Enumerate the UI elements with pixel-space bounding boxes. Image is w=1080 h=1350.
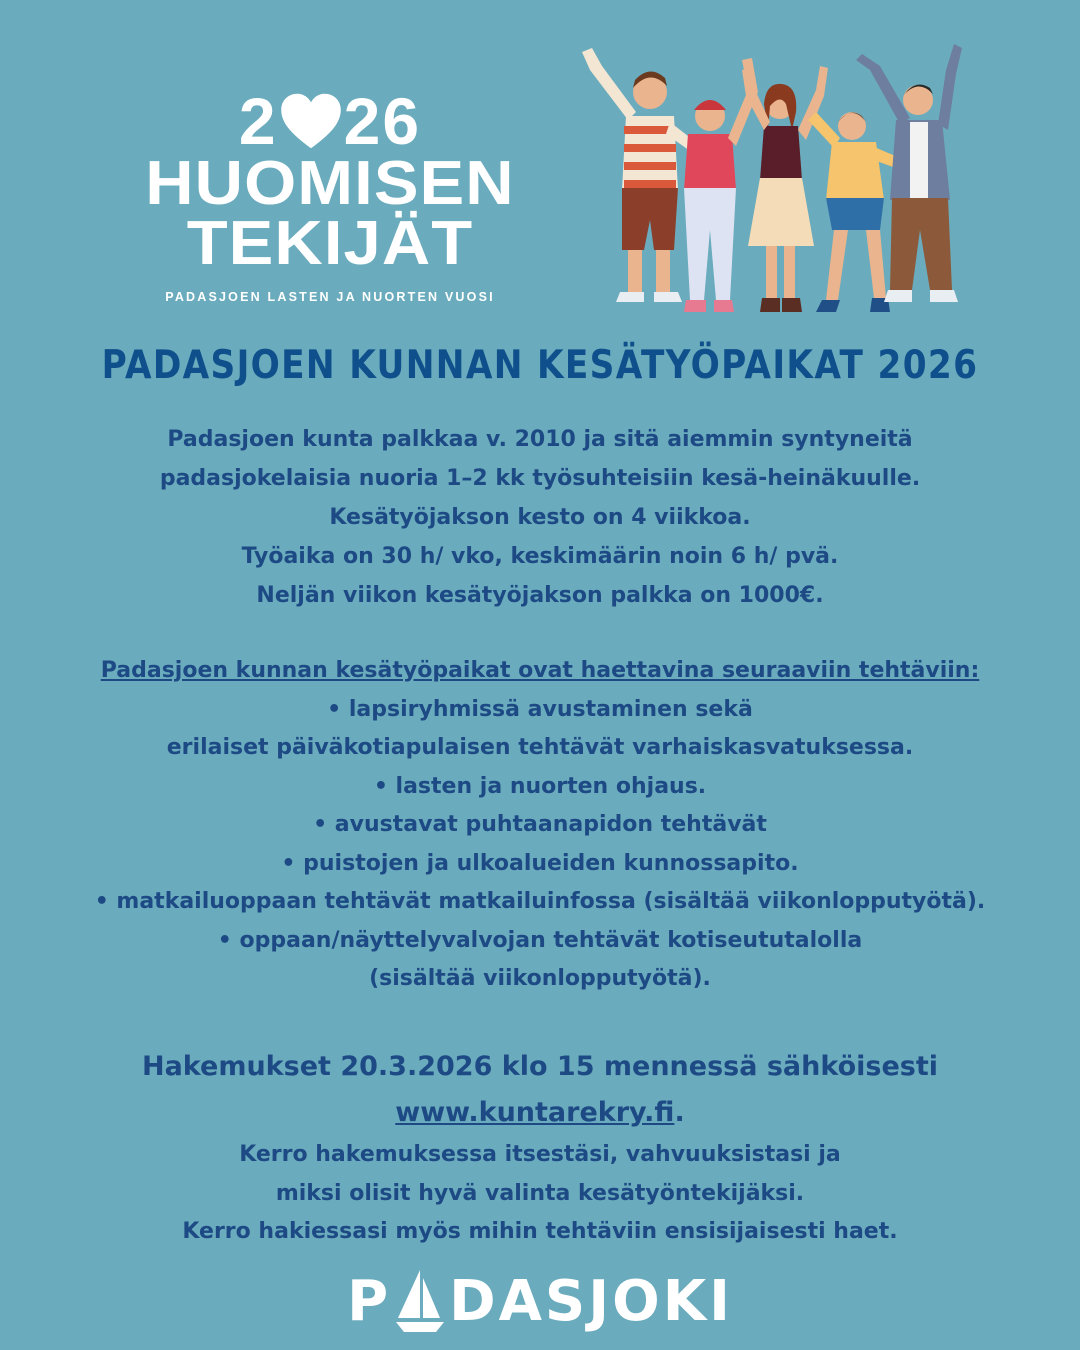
logo-year-right: 26 [343,84,422,158]
logo-line-2: TEKIJÄT [186,209,474,278]
task-line: • puistojen ja ulkoalueiden kunnossapito. [281,850,799,876]
sailboat-icon [394,1268,446,1334]
intro-line: Padasjoen kunta palkkaa v. 2010 ja sitä aiemmin syntyneitä [167,427,913,452]
page-title: PADASJOEN KUNNAN KESÄTYÖPAIKAT 2026 [101,343,979,388]
task-line: • lapsiryhmissä avustaminen sekä [327,696,753,722]
brand-letter-p: P [347,1268,392,1334]
logo-tagline: PADASJOEN LASTEN JA NUORTEN VUOSI [165,290,495,304]
person-yellow-top [808,112,900,312]
tasks-heading: Padasjoen kunnan kesätyöpaikat ovat haettavina seuraaviin tehtäviin: [100,658,980,683]
tasks-section [0,652,1080,999]
kuntarekry-link[interactable]: www.kuntarekry.fi [395,1097,675,1128]
padasjoki-logo [0,1268,1080,1334]
event-logo [130,84,530,304]
application-note: Kerro hakemuksessa itsestäsi, vahvuuksistasi ja [239,1142,841,1167]
task-line: • lasten ja nuorten ohjaus. [373,773,707,799]
application-note: miksi olisit hyvä valinta kesätyöntekijäksi. [275,1180,805,1206]
task-line: • matkailuoppaan tehtävät matkailuinfossa (sisältää viikonlopputyötä). [94,889,986,914]
intro-line: padasjokelaisia nuoria 1–2 kk työsuhteisiin kesä-heinäkuulle. [159,466,921,491]
task-line: erilaiset päiväkotiapulaisen tehtävät varhaiskasvatuksessa. [166,735,914,760]
task-line: • oppaan/näyttelyvalvojan tehtävät kotiseututalolla [217,927,863,953]
person-cream-skirt [742,66,828,312]
task-line: • avustavat puhtaanapidon tehtävät [313,812,767,837]
intro-line: Kesätyöjakson kesto on 4 viikkoa. [329,505,751,530]
intro-line: Neljän viikon kesätyöjakson palkka on 1000€. [256,583,824,608]
link-suffix: . [674,1097,685,1128]
logo-year [130,84,530,158]
task-line: (sisältää viikonlopputyötä). [369,966,711,991]
application-section [0,1044,1080,1252]
logo-year-left: 2 [238,84,278,158]
heart-icon [280,92,342,150]
intro-line: Työaika on 30 h/ vko, keskimäärin noin 6 h/ pvä. [241,544,839,569]
brand-rest: DASJOKI [449,1268,733,1334]
cheering-youth-illustration [570,30,990,330]
logo-line-1: HUOMISEN [145,149,515,218]
application-deadline: Hakemukset 20.3.2026 klo 15 mennessä sähköisesti [141,1051,939,1082]
intro-paragraph [0,420,1080,615]
application-note: Kerro hakiessasi myös mihin tehtäviin ensisijaisesti haet. [182,1219,898,1244]
application-link-line [0,1090,1080,1136]
